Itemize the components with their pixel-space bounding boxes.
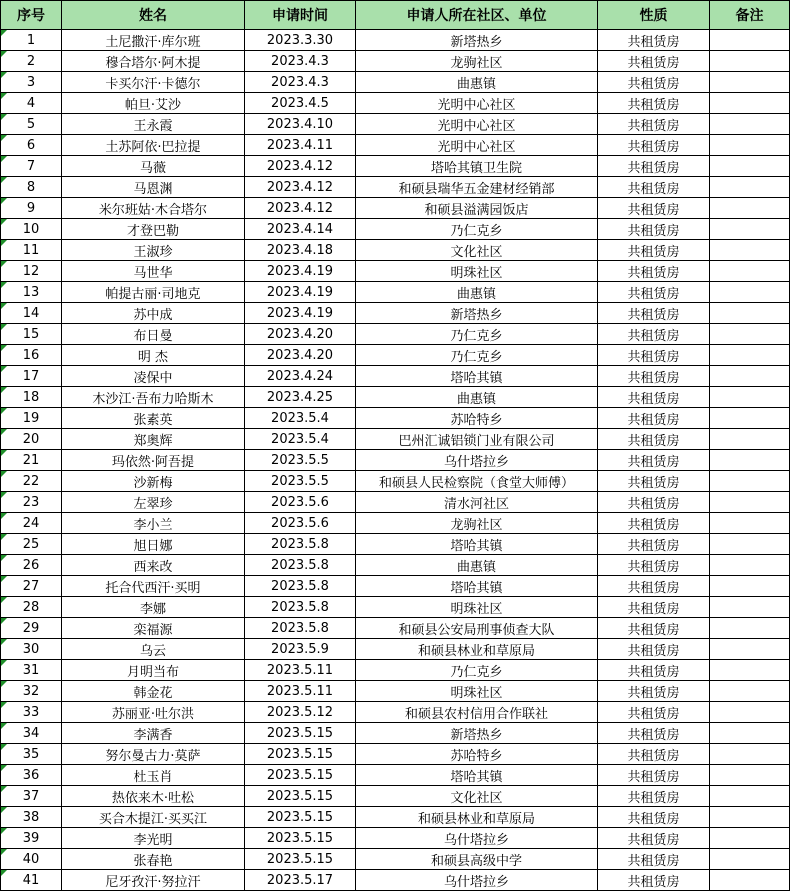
table-row[interactable]: [1, 408, 790, 429]
cell-type[interactable]: 共租赁房: [598, 471, 710, 492]
cell-date[interactable]: 2023.5.4: [245, 408, 356, 429]
cell-unit[interactable]: 苏哈特乡: [356, 744, 598, 765]
cell-date[interactable]: 2023.4.18: [245, 240, 356, 261]
cell-unit[interactable]: 光明中心社区: [356, 114, 598, 135]
cell-remark[interactable]: [710, 303, 790, 324]
cell-type[interactable]: 共租赁房: [598, 51, 710, 72]
cell-date[interactable]: 2023.4.19: [245, 303, 356, 324]
cell-remark[interactable]: [710, 282, 790, 303]
cell-type[interactable]: 共租赁房: [598, 114, 710, 135]
cell-index[interactable]: 21: [1, 450, 62, 471]
cell-type[interactable]: 共租赁房: [598, 786, 710, 807]
cell-date[interactable]: 2023.4.19: [245, 261, 356, 282]
cell-index[interactable]: 13: [1, 282, 62, 303]
cell-type[interactable]: 共租赁房: [598, 492, 710, 513]
table-row[interactable]: [1, 828, 790, 849]
cell-remark[interactable]: [710, 198, 790, 219]
cell-unit[interactable]: 乌什塔拉乡: [356, 828, 598, 849]
cell-name[interactable]: 木沙江·吾布力哈斯木: [62, 387, 245, 408]
table-row[interactable]: [1, 303, 790, 324]
cell-name[interactable]: 努尔曼古力·莫萨: [62, 744, 245, 765]
table-row[interactable]: [1, 681, 790, 702]
cell-unit[interactable]: 新塔热乡: [356, 30, 598, 51]
cell-index[interactable]: 32: [1, 681, 62, 702]
cell-remark[interactable]: [710, 93, 790, 114]
cell-unit[interactable]: 乌什塔拉乡: [356, 450, 598, 471]
cell-type[interactable]: 共租赁房: [598, 513, 710, 534]
cell-index[interactable]: 15: [1, 324, 62, 345]
header-index: 序号: [1, 1, 62, 30]
cell-name[interactable]: 明 杰: [62, 345, 245, 366]
cell-type[interactable]: 共租赁房: [598, 681, 710, 702]
cell-name[interactable]: 郑奥辉: [62, 429, 245, 450]
cell-date[interactable]: 2023.5.8: [245, 576, 356, 597]
cell-date[interactable]: 2023.5.8: [245, 555, 356, 576]
cell-type[interactable]: 共租赁房: [598, 555, 710, 576]
cell-name[interactable]: 买合木提江·买买江: [62, 807, 245, 828]
cell-index[interactable]: 14: [1, 303, 62, 324]
cell-unit[interactable]: 清水河社区: [356, 492, 598, 513]
cell-date[interactable]: 2023.5.8: [245, 618, 356, 639]
cell-index[interactable]: 23: [1, 492, 62, 513]
cell-date[interactable]: 2023.4.25: [245, 387, 356, 408]
cell-type[interactable]: 共租赁房: [598, 177, 710, 198]
cell-index[interactable]: 20: [1, 429, 62, 450]
table-row[interactable]: [1, 660, 790, 681]
cell-remark[interactable]: [710, 240, 790, 261]
cell-remark[interactable]: [710, 408, 790, 429]
cell-type[interactable]: 共租赁房: [598, 219, 710, 240]
cell-date[interactable]: 2023.4.12: [245, 156, 356, 177]
table-row[interactable]: [1, 345, 790, 366]
cell-type[interactable]: 共租赁房: [598, 303, 710, 324]
cell-index[interactable]: 39: [1, 828, 62, 849]
cell-date[interactable]: 2023.4.12: [245, 177, 356, 198]
cell-date[interactable]: 2023.5.4: [245, 429, 356, 450]
cell-unit[interactable]: 龙驹社区: [356, 513, 598, 534]
cell-type[interactable]: 共租赁房: [598, 618, 710, 639]
cell-index[interactable]: 18: [1, 387, 62, 408]
cell-name[interactable]: 苏中成: [62, 303, 245, 324]
cell-name[interactable]: 栾福源: [62, 618, 245, 639]
cell-remark[interactable]: [710, 114, 790, 135]
cell-remark[interactable]: [710, 765, 790, 786]
cell-type[interactable]: 共租赁房: [598, 849, 710, 870]
cell-name[interactable]: 马薇: [62, 156, 245, 177]
cell-type[interactable]: 共租赁房: [598, 870, 710, 891]
table-row[interactable]: [1, 765, 790, 786]
cell-remark[interactable]: [710, 807, 790, 828]
cell-type[interactable]: 共租赁房: [598, 807, 710, 828]
cell-type[interactable]: 共租赁房: [598, 72, 710, 93]
cell-unit[interactable]: 光明中心社区: [356, 93, 598, 114]
table-row[interactable]: [1, 177, 790, 198]
cell-unit[interactable]: 和硕县林业和草原局: [356, 807, 598, 828]
cell-type[interactable]: 共租赁房: [598, 156, 710, 177]
cell-type[interactable]: 共租赁房: [598, 576, 710, 597]
cell-unit[interactable]: 明珠社区: [356, 597, 598, 618]
cell-index[interactable]: 19: [1, 408, 62, 429]
cell-type[interactable]: 共租赁房: [598, 261, 710, 282]
cell-unit[interactable]: 乃仁克乡: [356, 219, 598, 240]
cell-remark[interactable]: [710, 429, 790, 450]
cell-name[interactable]: 张春艳: [62, 849, 245, 870]
cell-name[interactable]: 韩金花: [62, 681, 245, 702]
cell-unit[interactable]: 曲惠镇: [356, 282, 598, 303]
cell-remark[interactable]: [710, 618, 790, 639]
cell-date[interactable]: 2023.5.15: [245, 744, 356, 765]
cell-date[interactable]: 2023.4.3: [245, 72, 356, 93]
cell-unit[interactable]: 乃仁克乡: [356, 324, 598, 345]
table-row[interactable]: [1, 513, 790, 534]
cell-name[interactable]: 乌云: [62, 639, 245, 660]
cell-date[interactable]: 2023.5.17: [245, 870, 356, 891]
cell-index[interactable]: 34: [1, 723, 62, 744]
cell-name[interactable]: 卡买尔汗·卡德尔: [62, 72, 245, 93]
cell-name[interactable]: 苏丽亚·吐尔洪: [62, 702, 245, 723]
cell-date[interactable]: 2023.5.15: [245, 849, 356, 870]
cell-unit[interactable]: 塔哈其镇: [356, 366, 598, 387]
cell-index[interactable]: 12: [1, 261, 62, 282]
cell-index[interactable]: 40: [1, 849, 62, 870]
cell-unit[interactable]: 曲惠镇: [356, 555, 598, 576]
table-row[interactable]: [1, 429, 790, 450]
cell-type[interactable]: 共租赁房: [598, 744, 710, 765]
cell-date[interactable]: 2023.4.10: [245, 114, 356, 135]
cell-date[interactable]: 2023.5.12: [245, 702, 356, 723]
cell-date[interactable]: 2023.4.12: [245, 198, 356, 219]
cell-type[interactable]: 共租赁房: [598, 702, 710, 723]
cell-remark[interactable]: [710, 786, 790, 807]
cell-type[interactable]: 共租赁房: [598, 366, 710, 387]
cell-remark[interactable]: [710, 72, 790, 93]
cell-remark[interactable]: [710, 681, 790, 702]
table-row[interactable]: [1, 72, 790, 93]
cell-unit[interactable]: 光明中心社区: [356, 135, 598, 156]
cell-type[interactable]: 共租赁房: [598, 324, 710, 345]
cell-remark[interactable]: [710, 534, 790, 555]
table-row[interactable]: [1, 471, 790, 492]
cell-date[interactable]: 2023.4.19: [245, 282, 356, 303]
cell-date[interactable]: 2023.5.15: [245, 765, 356, 786]
cell-index[interactable]: 37: [1, 786, 62, 807]
cell-type[interactable]: 共租赁房: [598, 429, 710, 450]
cell-index[interactable]: 38: [1, 807, 62, 828]
header-name: 姓名: [62, 1, 245, 30]
cell-index[interactable]: 35: [1, 744, 62, 765]
cell-unit[interactable]: 明珠社区: [356, 681, 598, 702]
cell-type[interactable]: 共租赁房: [598, 723, 710, 744]
cell-index[interactable]: 30: [1, 639, 62, 660]
cell-unit[interactable]: 和硕县农村信用合作联社: [356, 702, 598, 723]
header-date: 申请时间: [245, 1, 356, 30]
table-row[interactable]: [1, 30, 790, 51]
cell-date[interactable]: 2023.5.8: [245, 534, 356, 555]
cell-remark[interactable]: [710, 828, 790, 849]
cell-index[interactable]: 6: [1, 135, 62, 156]
table-row[interactable]: [1, 114, 790, 135]
cell-remark[interactable]: [710, 261, 790, 282]
table-row[interactable]: [1, 870, 790, 891]
cell-type[interactable]: 共租赁房: [598, 282, 710, 303]
cell-index[interactable]: 10: [1, 219, 62, 240]
cell-name[interactable]: 王永霞: [62, 114, 245, 135]
table-row[interactable]: [1, 282, 790, 303]
cell-type[interactable]: 共租赁房: [598, 450, 710, 471]
cell-name[interactable]: 帕提古丽·司地克: [62, 282, 245, 303]
cell-remark[interactable]: [710, 555, 790, 576]
cell-type[interactable]: 共租赁房: [598, 534, 710, 555]
cell-name[interactable]: 月明当布: [62, 660, 245, 681]
cell-remark[interactable]: [710, 219, 790, 240]
cell-unit[interactable]: 苏哈特乡: [356, 408, 598, 429]
table-row[interactable]: [1, 744, 790, 765]
cell-type[interactable]: 共租赁房: [598, 660, 710, 681]
cell-unit[interactable]: 乃仁克乡: [356, 345, 598, 366]
cell-index[interactable]: 5: [1, 114, 62, 135]
cell-name[interactable]: 李娜: [62, 597, 245, 618]
cell-index[interactable]: 24: [1, 513, 62, 534]
cell-unit[interactable]: 塔哈其镇: [356, 765, 598, 786]
cell-remark[interactable]: [710, 51, 790, 72]
cell-date[interactable]: 2023.5.6: [245, 513, 356, 534]
cell-remark[interactable]: [710, 366, 790, 387]
cell-name[interactable]: 马恩渊: [62, 177, 245, 198]
cell-type[interactable]: 共租赁房: [598, 240, 710, 261]
cell-date[interactable]: 2023.4.20: [245, 324, 356, 345]
table-row[interactable]: [1, 639, 790, 660]
header-type: 性质: [598, 1, 710, 30]
cell-unit[interactable]: 塔哈其镇卫生院: [356, 156, 598, 177]
cell-name[interactable]: 王淑珍: [62, 240, 245, 261]
table-row[interactable]: [1, 93, 790, 114]
cell-date[interactable]: 2023.5.11: [245, 681, 356, 702]
table-row[interactable]: [1, 387, 790, 408]
cell-date[interactable]: 2023.4.11: [245, 135, 356, 156]
cell-name[interactable]: 杜玉肖: [62, 765, 245, 786]
cell-date[interactable]: 2023.4.14: [245, 219, 356, 240]
table-row[interactable]: [1, 135, 790, 156]
table-body: [1, 30, 790, 891]
cell-unit[interactable]: 乌什塔拉乡: [356, 870, 598, 891]
table-row[interactable]: [1, 51, 790, 72]
cell-unit[interactable]: 明珠社区: [356, 261, 598, 282]
cell-unit[interactable]: 新塔热乡: [356, 723, 598, 744]
cell-type[interactable]: 共租赁房: [598, 135, 710, 156]
cell-remark[interactable]: [710, 345, 790, 366]
header-row: [1, 1, 790, 30]
cell-unit[interactable]: 和硕县人民检察院（食堂大师傅）: [356, 471, 598, 492]
cell-name[interactable]: 张素英: [62, 408, 245, 429]
cell-remark[interactable]: [710, 660, 790, 681]
table-row[interactable]: [1, 597, 790, 618]
cell-type[interactable]: 共租赁房: [598, 198, 710, 219]
table-row[interactable]: [1, 324, 790, 345]
header-unit: 申请人所在社区、单位: [356, 1, 598, 30]
header-remark: 备注: [710, 1, 790, 30]
table-row[interactable]: [1, 555, 790, 576]
cell-unit[interactable]: 新塔热乡: [356, 303, 598, 324]
table-row[interactable]: [1, 723, 790, 744]
cell-unit[interactable]: 巴州汇诚铝锁门业有限公司: [356, 429, 598, 450]
cell-date[interactable]: 2023.5.11: [245, 660, 356, 681]
cell-index[interactable]: 4: [1, 93, 62, 114]
cell-date[interactable]: 2023.5.15: [245, 807, 356, 828]
cell-name[interactable]: 帕旦·艾沙: [62, 93, 245, 114]
cell-unit[interactable]: 塔哈其镇: [356, 534, 598, 555]
cell-remark[interactable]: [710, 156, 790, 177]
cell-index[interactable]: 28: [1, 597, 62, 618]
cell-name[interactable]: 米尔班姑·木合塔尔: [62, 198, 245, 219]
cell-remark[interactable]: [710, 639, 790, 660]
cell-unit[interactable]: 和硕县高级中学: [356, 849, 598, 870]
cell-remark[interactable]: [710, 387, 790, 408]
cell-date[interactable]: 2023.4.24: [245, 366, 356, 387]
cell-remark[interactable]: [710, 702, 790, 723]
cell-index[interactable]: 1: [1, 30, 62, 51]
cell-date[interactable]: 2023.4.20: [245, 345, 356, 366]
cell-index[interactable]: 3: [1, 72, 62, 93]
cell-remark[interactable]: [710, 723, 790, 744]
table-row[interactable]: [1, 450, 790, 471]
cell-remark[interactable]: [710, 513, 790, 534]
cell-name[interactable]: 左翠珍: [62, 492, 245, 513]
cell-unit[interactable]: 和硕县公安局刑事侦查大队: [356, 618, 598, 639]
cell-index[interactable]: 27: [1, 576, 62, 597]
cell-index[interactable]: 41: [1, 870, 62, 891]
cell-remark[interactable]: [710, 471, 790, 492]
cell-remark[interactable]: [710, 849, 790, 870]
cell-unit[interactable]: 曲惠镇: [356, 72, 598, 93]
cell-name[interactable]: 布日曼: [62, 324, 245, 345]
cell-unit[interactable]: 和硕县瑞华五金建材经销部: [356, 177, 598, 198]
cell-index[interactable]: 2: [1, 51, 62, 72]
cell-unit[interactable]: 塔哈其镇: [356, 576, 598, 597]
cell-unit[interactable]: 龙驹社区: [356, 51, 598, 72]
cell-index[interactable]: 29: [1, 618, 62, 639]
cell-name[interactable]: 托合代西汗·买明: [62, 576, 245, 597]
cell-remark[interactable]: [710, 576, 790, 597]
cell-type[interactable]: 共租赁房: [598, 408, 710, 429]
cell-unit[interactable]: 文化社区: [356, 240, 598, 261]
cell-name[interactable]: 凌保中: [62, 366, 245, 387]
table-row[interactable]: [1, 702, 790, 723]
cell-date[interactable]: 2023.5.5: [245, 450, 356, 471]
cell-name[interactable]: 土尼撒汗·库尔班: [62, 30, 245, 51]
cell-index[interactable]: 17: [1, 366, 62, 387]
cell-index[interactable]: 22: [1, 471, 62, 492]
cell-date[interactable]: 2023.4.3: [245, 51, 356, 72]
cell-remark[interactable]: [710, 135, 790, 156]
cell-unit[interactable]: 曲惠镇: [356, 387, 598, 408]
cell-remark[interactable]: [710, 30, 790, 51]
cell-index[interactable]: 7: [1, 156, 62, 177]
table-row[interactable]: [1, 219, 790, 240]
cell-date[interactable]: 2023.5.9: [245, 639, 356, 660]
cell-name[interactable]: 沙新梅: [62, 471, 245, 492]
cell-type[interactable]: 共租赁房: [598, 93, 710, 114]
cell-index[interactable]: 16: [1, 345, 62, 366]
cell-remark[interactable]: [710, 597, 790, 618]
cell-unit[interactable]: 和硕县溢满园饭店: [356, 198, 598, 219]
cell-name[interactable]: 玛依然·阿吾提: [62, 450, 245, 471]
cell-name[interactable]: 热依来木·吐松: [62, 786, 245, 807]
cell-type[interactable]: 共租赁房: [598, 597, 710, 618]
table-row[interactable]: [1, 849, 790, 870]
cell-type[interactable]: 共租赁房: [598, 345, 710, 366]
cell-name[interactable]: 土苏阿依·巴拉提: [62, 135, 245, 156]
table-row[interactable]: [1, 492, 790, 513]
cell-name[interactable]: 马世华: [62, 261, 245, 282]
cell-type[interactable]: 共租赁房: [598, 639, 710, 660]
cell-date[interactable]: 2023.5.5: [245, 471, 356, 492]
cell-type[interactable]: 共租赁房: [598, 828, 710, 849]
cell-remark[interactable]: [710, 744, 790, 765]
cell-date[interactable]: 2023.5.15: [245, 786, 356, 807]
cell-index[interactable]: 26: [1, 555, 62, 576]
cell-date[interactable]: 2023.5.15: [245, 828, 356, 849]
cell-name[interactable]: 李光明: [62, 828, 245, 849]
table-row[interactable]: [1, 261, 790, 282]
cell-index[interactable]: 8: [1, 177, 62, 198]
cell-index[interactable]: 9: [1, 198, 62, 219]
table-row[interactable]: [1, 807, 790, 828]
cell-date[interactable]: 2023.5.8: [245, 597, 356, 618]
cell-remark[interactable]: [710, 492, 790, 513]
cell-name[interactable]: 李满香: [62, 723, 245, 744]
table-row[interactable]: [1, 366, 790, 387]
cell-remark[interactable]: [710, 324, 790, 345]
cell-unit[interactable]: 文化社区: [356, 786, 598, 807]
table-row[interactable]: [1, 786, 790, 807]
cell-remark[interactable]: [710, 450, 790, 471]
cell-type[interactable]: 共租赁房: [598, 387, 710, 408]
cell-index[interactable]: 33: [1, 702, 62, 723]
cell-index[interactable]: 36: [1, 765, 62, 786]
cell-name[interactable]: 尼牙孜汗·努拉汗: [62, 870, 245, 891]
table-row[interactable]: [1, 534, 790, 555]
table-row[interactable]: [1, 618, 790, 639]
cell-name[interactable]: 西来改: [62, 555, 245, 576]
cell-name[interactable]: 穆合塔尔·阿木提: [62, 51, 245, 72]
cell-date[interactable]: 2023.5.15: [245, 723, 356, 744]
cell-name[interactable]: 李小兰: [62, 513, 245, 534]
cell-date[interactable]: 2023.5.6: [245, 492, 356, 513]
table-row[interactable]: [1, 240, 790, 261]
cell-remark[interactable]: [710, 177, 790, 198]
table-row[interactable]: [1, 198, 790, 219]
cell-index[interactable]: 11: [1, 240, 62, 261]
cell-index[interactable]: 25: [1, 534, 62, 555]
cell-date[interactable]: 2023.4.5: [245, 93, 356, 114]
cell-remark[interactable]: [710, 870, 790, 891]
table-row[interactable]: [1, 576, 790, 597]
table-row[interactable]: [1, 156, 790, 177]
cell-unit[interactable]: 乃仁克乡: [356, 660, 598, 681]
cell-name[interactable]: 才登巴勒: [62, 219, 245, 240]
cell-name[interactable]: 旭日娜: [62, 534, 245, 555]
cell-type[interactable]: 共租赁房: [598, 30, 710, 51]
cell-index[interactable]: 31: [1, 660, 62, 681]
cell-date[interactable]: 2023.3.30: [245, 30, 356, 51]
cell-type[interactable]: 共租赁房: [598, 765, 710, 786]
cell-unit[interactable]: 和硕县林业和草原局: [356, 639, 598, 660]
